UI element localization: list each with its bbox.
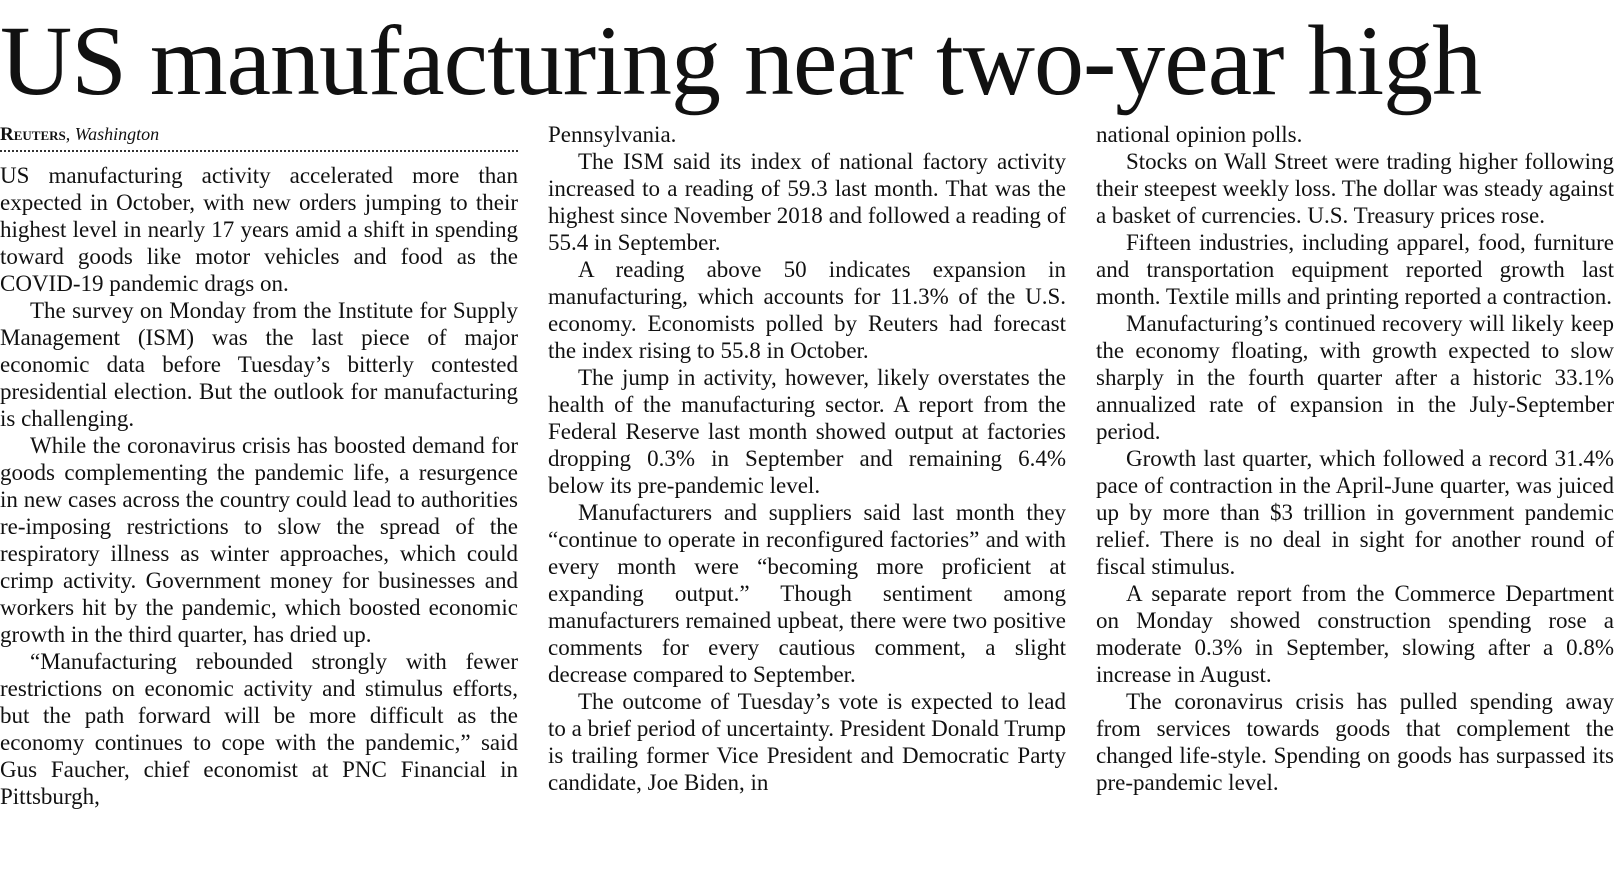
paragraph: Fifteen industries, including apparel, food, furniture and transportation equipment reported growth last month. Textile mills and printing reported a contraction. [1096,230,1614,309]
paragraph-continued: national opinion polls. [1096,122,1303,147]
byline [0,121,518,152]
article-column-3 [1096,121,1614,796]
paragraph: The jump in activity, however, likely overstates the health of the manufacturing sector. A report from the Federal Reserve last month showed output at factories dropping 0.3% in September and remaining 6.4% below its pre-pandemic level. [548,365,1066,498]
paragraph: A separate report from the Commerce Department on Monday showed construction spending rose a moderate 0.3% in September, slowing after a 0.8% increase in August. [1096,581,1614,687]
paragraph-continued: Pennsylvania. [548,122,677,147]
paragraph: “Manufacturing rebounded strongly with fewer restrictions on economic activity and stimulus efforts, but the path forward will be more difficult as the economy continues to cope with the pandemic,” said Gus Faucher, chief economist at PNC Financial in Pittsburgh, [0,649,518,809]
paragraph: Manufacturing’s continued recovery will likely keep the economy floating, with growth expected to slow sharply in the fourth quarter after a historic 33.1% annualized rate of expansion in the July-September period. [1096,311,1614,444]
headline: US manufacturing near two-year high [0,5,1482,116]
article-column-2 [548,121,1066,796]
paragraph: The outcome of Tuesday’s vote is expected to lead to a brief period of uncertainty. President Donald Trump is trailing former Vice President and Democratic Party candidate, Joe Biden, in [548,689,1066,795]
paragraph: A reading above 50 indicates expansion in manufacturing, which accounts for 11.3% of the U.S. economy. Economists polled by Reuters had forecast the index rising to 55.8 in October. [548,257,1066,363]
paragraph: Growth last quarter, which followed a record 31.4% pace of contraction in the April-June quarter, was juiced up by more than $3 trillion in government pandemic relief. There is no deal in sight for another round of fiscal stimulus. [1096,446,1614,579]
paragraph: The ISM said its index of national factory activity increased to a reading of 59.3 last month. That was the highest since November 2018 and followed a reading of 55.4 in September. [548,149,1066,255]
article-column-1 [0,121,518,810]
paragraph: Manufacturers and suppliers said last month they “continue to operate in reconfigured factories” and with every month were “becoming more proficient at expanding output.” Though sentiment among manufacturers remained upbeat, there were two positive comments for every cautious comment, a slight decrease compared to September. [548,500,1066,687]
byline-agency: Reuters [0,124,66,145]
byline-separator: , [65,124,71,144]
paragraph: US manufacturing activity accelerated more than expected in October, with new orders jumping to their highest level in nearly 17 years amid a shift in spending toward goods like motor vehicles and food as the COVID-19 pandemic drags on. [0,163,518,296]
paragraph: The survey on Monday from the Institute for Supply Management (ISM) was the last piece of major economic data before Tuesday’s bitterly contested presidential election. But the outlook for manufacturing is challenging. [0,298,518,431]
byline-dateline: Washington [74,124,160,144]
paragraph: The coronavirus crisis has pulled spending away from services towards goods that complement the changed life-style. Spending on goods has surpassed its pre-pandemic level. [1096,689,1614,795]
paragraph: While the coronavirus crisis has boosted demand for goods complementing the pandemic life, a resurgence in new cases across the country could lead to authorities re-imposing restrictions to slow the spread of the respiratory illness as winter approaches, which could crimp activity. Government money for businesses and workers hit by the pandemic, which boosted economic growth in the third quarter, has dried up. [0,433,518,647]
paragraph: Stocks on Wall Street were trading higher following their steepest weekly loss. The dollar was steady against a basket of currencies. U.S. Treasury prices rose. [1096,149,1614,228]
